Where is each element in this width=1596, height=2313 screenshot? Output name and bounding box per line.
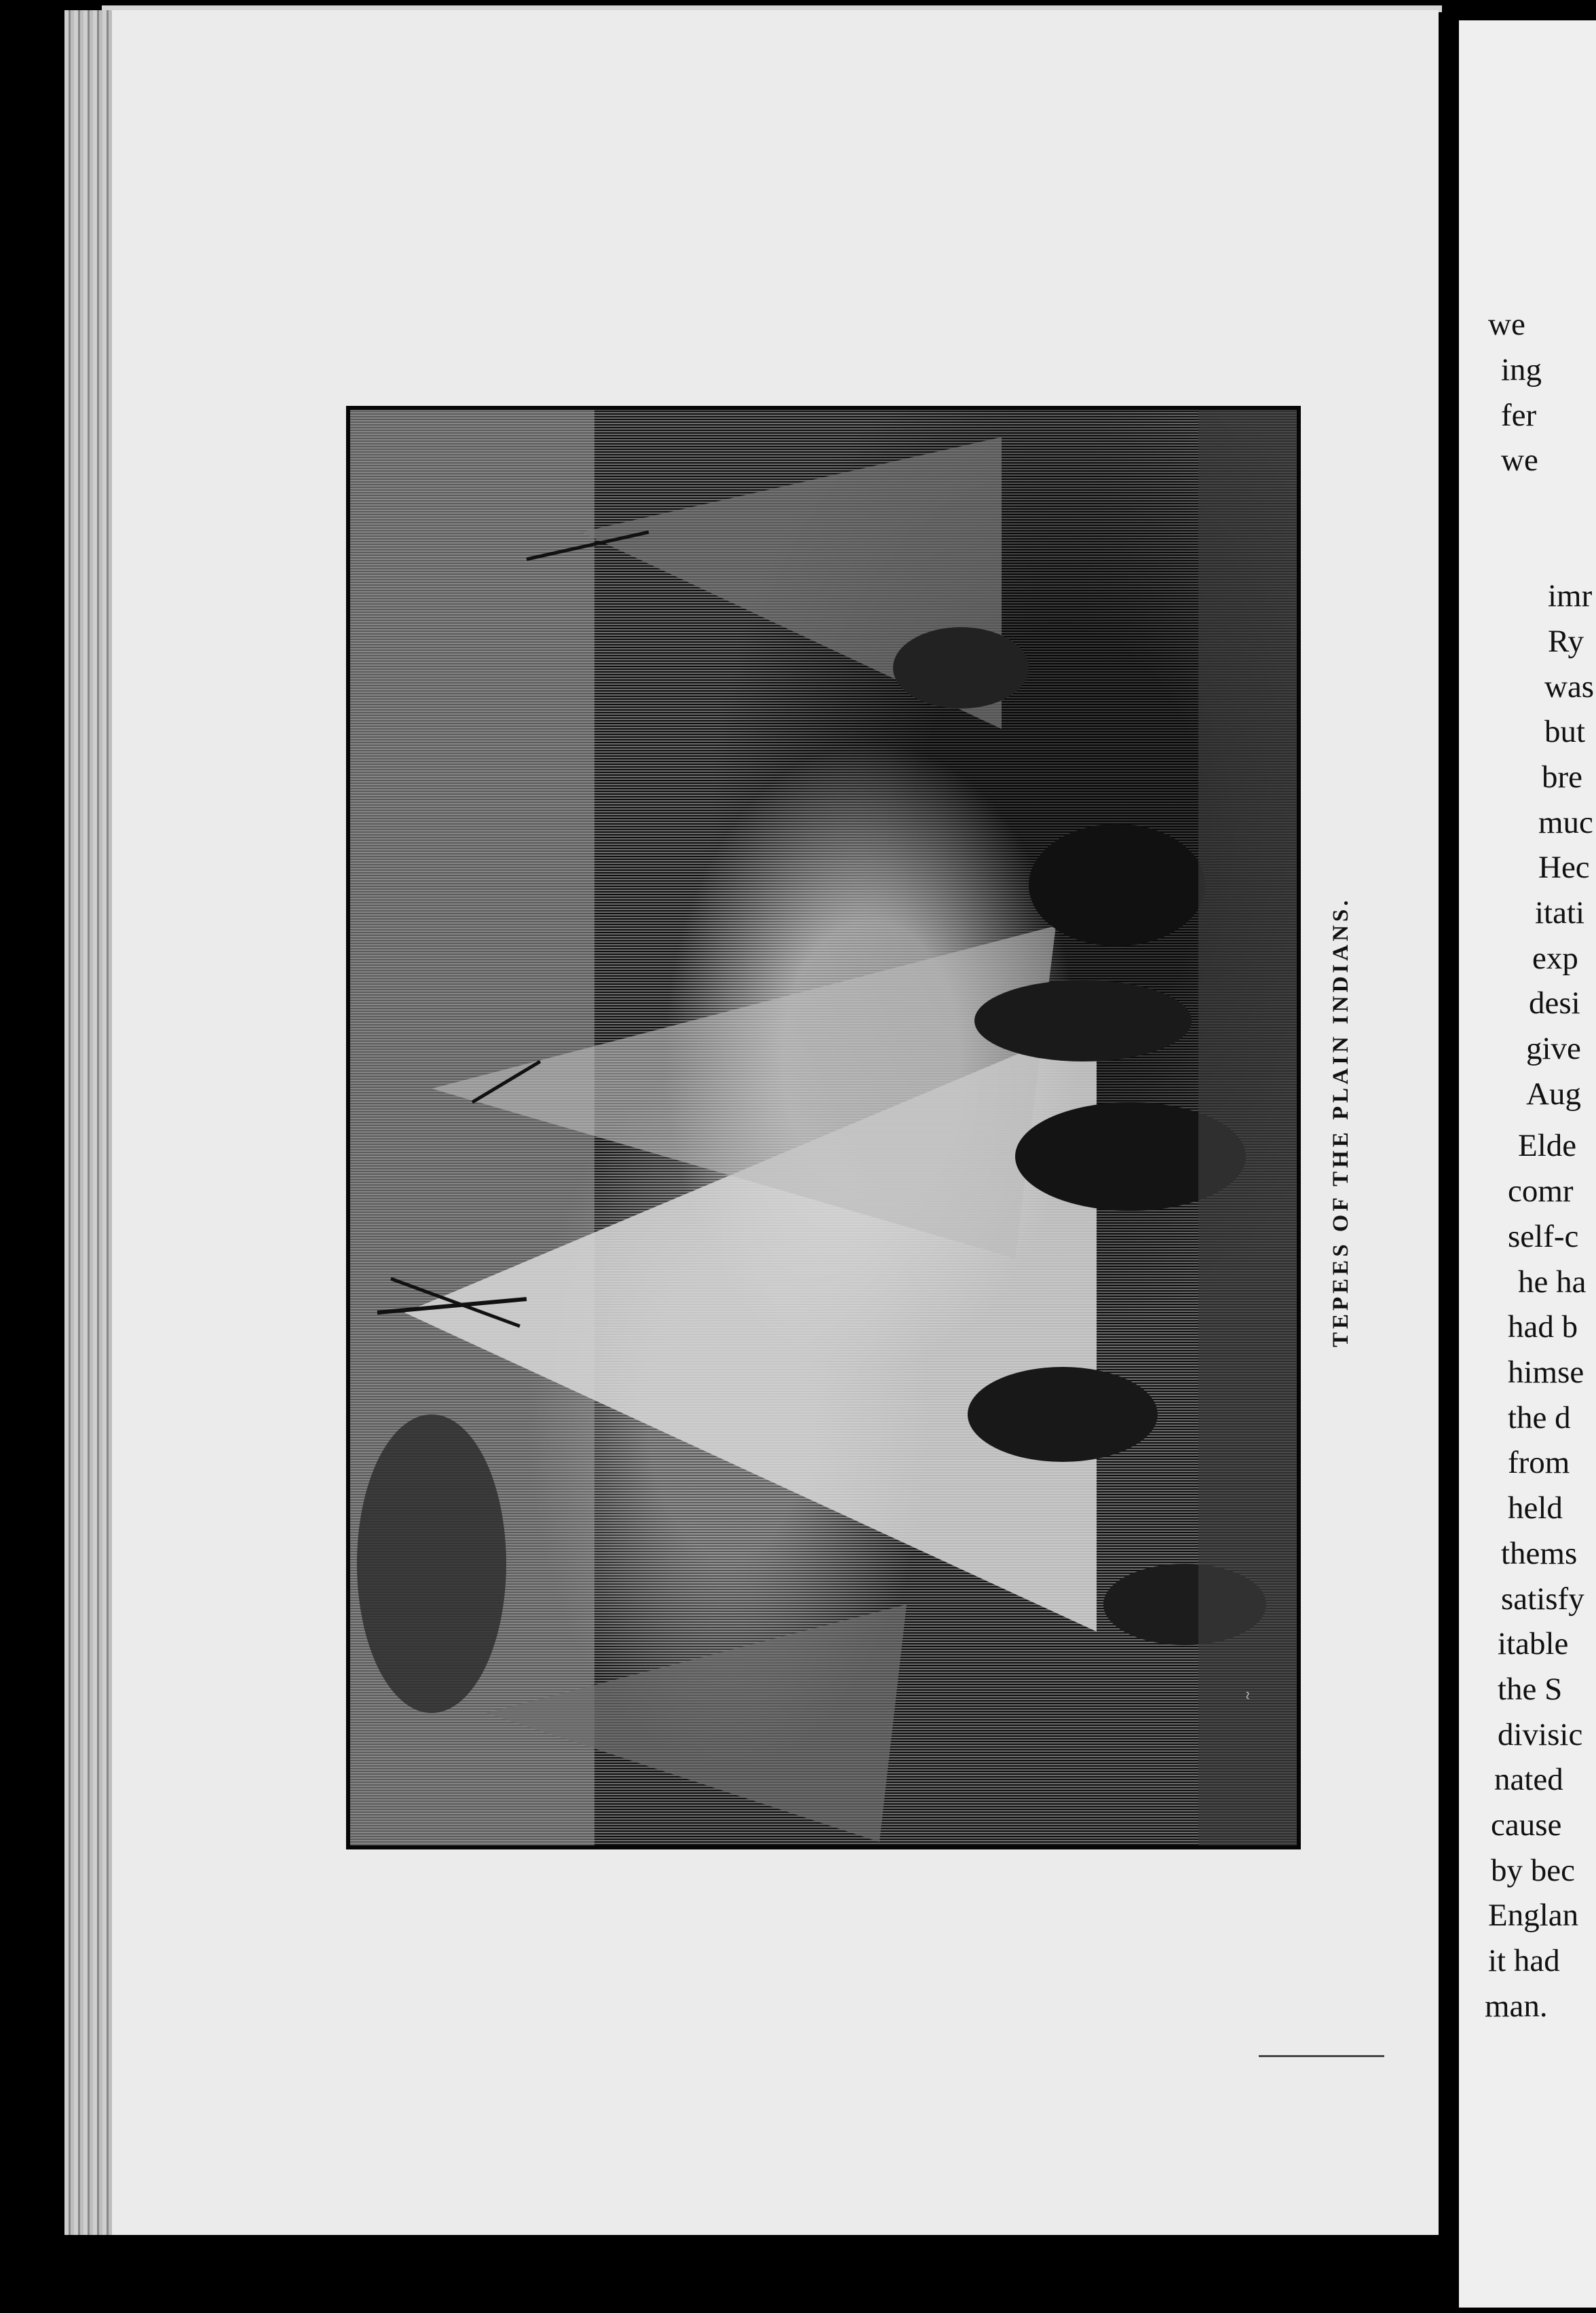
- text-fragment: by bec: [1491, 1853, 1575, 1888]
- text-fragment: Hec: [1538, 850, 1590, 885]
- page-rule: [1259, 2055, 1384, 2057]
- text-fragment: bre: [1542, 759, 1583, 795]
- text-fragment: the d: [1508, 1400, 1571, 1435]
- text-fragment: the S: [1498, 1672, 1563, 1707]
- text-fragment: it had: [1488, 1943, 1560, 1978]
- text-fragment: Aug: [1526, 1076, 1581, 1112]
- page-stack-edge: [64, 10, 112, 2235]
- text-fragment: held: [1508, 1490, 1563, 1526]
- text-fragment: nated: [1494, 1762, 1563, 1797]
- text-fragment: man.: [1485, 1989, 1548, 2024]
- text-fragment: itati: [1535, 895, 1585, 930]
- text-fragment: Ry: [1548, 624, 1584, 659]
- illustration-engraving: [350, 410, 1297, 1845]
- text-fragment: from: [1508, 1445, 1570, 1480]
- text-fragment: satisfy: [1501, 1581, 1584, 1617]
- text-fragment: imr: [1548, 578, 1593, 614]
- tepee-illustration: [346, 406, 1301, 1849]
- text-fragment: muc: [1538, 805, 1593, 840]
- text-fragment: himse: [1508, 1355, 1584, 1390]
- text-fragment: was: [1544, 669, 1595, 704]
- text-fragment: he ha: [1518, 1264, 1586, 1300]
- text-fragment: we: [1488, 307, 1525, 342]
- text-fragment: Elde: [1518, 1128, 1577, 1163]
- text-fragment: divisic: [1498, 1717, 1583, 1752]
- text-fragment: desi: [1529, 985, 1580, 1021]
- text-fragment: fer: [1501, 398, 1537, 433]
- text-fragment: Englan: [1488, 1898, 1579, 1933]
- text-fragment: give: [1526, 1031, 1581, 1066]
- text-fragment: we: [1501, 443, 1538, 478]
- caption-text: TEPEES OF THE PLAIN INDIANS.: [1329, 897, 1353, 1347]
- text-fragment: self-c: [1508, 1219, 1579, 1254]
- text-fragment: ing: [1501, 352, 1542, 388]
- text-fragment: cause: [1491, 1807, 1562, 1843]
- text-fragment: exp: [1532, 941, 1578, 976]
- text-fragment: itable: [1498, 1626, 1569, 1661]
- svg-text:~: ~: [1239, 1691, 1256, 1699]
- text-fragment: but: [1544, 714, 1586, 749]
- text-fragment: thems: [1501, 1536, 1578, 1571]
- text-fragment: comr: [1508, 1173, 1574, 1209]
- text-fragment: had b: [1508, 1309, 1578, 1344]
